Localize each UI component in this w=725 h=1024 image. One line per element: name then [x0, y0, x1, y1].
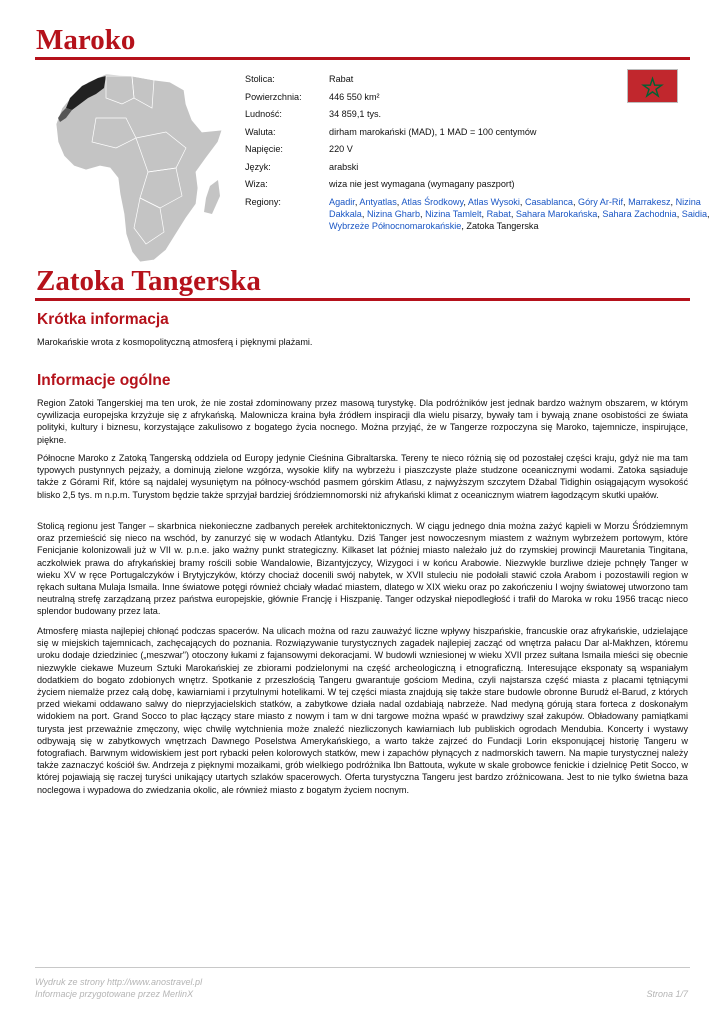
region-link[interactable]: Casablanca [524, 196, 573, 207]
region-link[interactable]: Wybrzeże Północnomarokańskie [329, 220, 462, 231]
region-title: Zatoka Tangerska [36, 265, 261, 297]
footer-divider [35, 967, 690, 968]
footer-credit: Informacje przygotowane przez MerlinX [35, 989, 194, 999]
region-link[interactable]: Góry Ar-Rif [578, 196, 623, 207]
paragraph-2: Północne Maroko z Zatoką Tangerską oddziela od Europy jedynie Cieśnina Gibraltarska. Tereny te nieco różnią się od pozostałej części kraju, gdyż nie ma tam typowych pustynnych pejzaży, a dominują zielone wzgórza, wysokie klify na wybrzeżu i piaszczyste plaże studzone oceanicznymi wodami. Zatoka sąsiaduje także z Górami Rif, które są najdalej wysuniętym na północy-wschód pasmem górskim Atlasu, z najwyższym szczytem Džabal Tidighin osiągającym wysokość blisko 2,5 tys. m n.p.m. Turystom będzie także sprzyjał bardziej śródziemnomorski niż afrykański klimat z oceanicznym wiatrem łagodzącym skutki upałów. [37, 453, 688, 500]
region-link[interactable]: Sahara Marokańska [515, 208, 598, 219]
info-row-capital: Stolica: Rabat [245, 74, 354, 84]
title-divider [35, 57, 690, 60]
region-link[interactable]: Antyatlas [359, 196, 397, 207]
region-link[interactable]: Atlas Wysoki [467, 196, 520, 207]
regions-list: Agadir, Antyatlas, Atlas Środkowy, Atlas Wysoki, Casablanca, Góry Ar-Rif, Marrakesz, Nizina Dakkala, Nizina Gharb, Nizina Tamlelt, Rabat, Sahara Marokańska, Sahara Zachodnia, Saidia, Wybrzeże Północnomarokańskie, Zatoka Tangerska [329, 196, 710, 231]
region-link[interactable]: Saidia [681, 208, 708, 219]
info-row-language: Język: arabski [245, 161, 359, 172]
region-link[interactable]: Agadir [329, 196, 355, 207]
region-link[interactable]: Atlas Środkowy [401, 196, 464, 207]
paragraph-1: Region Zatoki Tangerskiej ma ten urok, że nie został zdominowany przez masową turystykę. Dla podróżników jest jednak bardzo ważnym obszarem, w którym cywilizacja europejska krzyżuje się z afrykańską. Malownicza kraina była źródłem inspiracji dla wielu pisarzy, bywały tam i bywają znane osobistości ze świata polityki, kultury i biznesu, korzystające zakulisowo z bogatego życia nocnego. Można przyjąć, że w Tangerze rozpoczyna się Maroko, tajemnicze, inspirujące, piękne. [37, 398, 688, 445]
region-current: Zatoka Tangerska [466, 220, 539, 231]
info-row-voltage: Napięcie: 220 V [245, 144, 353, 154]
paragraph-3: Stolicą regionu jest Tanger – skarbnica niekonieczne zadbanych perełek architektonicznych. W ciągu jednego dnia można zażyć kąpieli w Morzu Śródziemnym oraz przemieścić się nieco na wschód, by zanurzyć się w wodach Atlantyku. Dziś Tanger jest nowoczesnym miastem z ważnym wybrzeżem portowym, które Fenicjanie kolonizowali już w VII w. p.n.e. jako ważny punkt strategiczny. Kilkaset lat później miasto należało już do rzymskiej prowincji Mauretania Tingitana, aczkolwiek prawa do afrykańskiej bramy rościli sobie Wandalowie, Bizantyjczycy, Wizygoci i w końcu Arabowie. Niezwykle burzliwe dzieje pchnęły Tanger w wieku XV w ręce Portugalczyków i Brytyjczyków, którzy chociaż docenili swój nabytek, w XVII stuleciu nie podołali stawić czoła Arabom i pozostawili region w rękach sułtana Mulaja Ismaila. Inne światowe potęgi również chciały władać miastem, dlatego w XIX wieku oraz po zakończeniu I wojny światowej utworzono tam neutralną strefę zarządzaną przez państwa europejskie, głównie Francję i Hiszpanię. Tanger odzyskał niepodległość i trafił do Maroka w roku 1956 tracąc nieco splendor budowany przez lata. [37, 521, 688, 617]
footer-page-number: Strona 1/7 [646, 989, 688, 999]
info-row-visa: Wiza: wiza nie jest wymagana (wymagany paszport) [245, 179, 515, 189]
country-title: Maroko [36, 24, 136, 56]
paragraph-4: Atmosferę miasta najlepiej chłonąć podczas spacerów. Na ulicach można od razu zauważyć liczne wpływy hiszpańskie, francuskie oraz afrykańskie, udzielające się w miejskich tajemnicach, zachęcających do poznania. Rozwiązywanie turystycznych zagadek najlepiej zacząć od wnętrza pałacu Dar al-Makhzen, któremu uroku dodaje dziedziniec („meszwar") otoczony łukami z fajansowymi dekoracjami. W budowli wzniesionej w wieku XVII przez sułtana Ismaila mieści się obecnie niezwykle ciekawe Muzeum Sztuki Marokańskiej ze zbiorami podzielonymi na część archeologiczną i etnograficzną. Interesujące eksponaty są wspaniałym dodatkiem do bogato zdobionych wnętrz. Spotkanie z przeszłością Tangeru gwarantuje gościom Medina, czyli najstarsza część miasta z placami tętniącymi życiem niemalże przez całą dobę, kawiarniami i przytulnymi hotelikami. W tej części miasta znajdują się także stare budowle obronne Burudż el-Barud, z których przed wiekami oddawano salwy do nieprzyjacielskich statków, a zabytkowe działa nadal ozdabiają nabrzeże. Nad medyną górują stara forteca z doskonałym widokiem na port. Grand Socco to plac łączący stare miasto z nowym i tam w dni targowe można wpaść w prawdziwy szał zakupów. Obładowany pamiątkami turysta jest przeważnie zmęczony, więc chwilę wytchnienia może znaleźć niezliczonych kawiarniach lub publiskich ogrodach Mendubia. Koncerty i wystawy odbywają się w zabytkowych wnętrzach Dawnego Poselstwa Amerykańskiego, a warto także zajrzeć do Fundacji Lorin eksponującej historię Tangeru w fotografiach. Barwnym widowiskiem jest port rybacki pełen kolorowych statków, mew i zapachów płynących z nadmorskich tawern. Na mapie turystycznej należy także zaznaczyć kościół św. Andrzeja z pięknymi mozaikami, grób wielkiego podróżnika Ibn Battouta, wykute w skale grobowce fenickie i dzielnicę Petit Socco, w której pojawiają się raczej turyści unikający utartych szlaków spacerowych. Oferta turystyczna Tangeru jest bardzo zróżnicowana. Jest to nie tylko świetna baza noclegowa i wypadowa do zwiedzania okolic, ale również miasto z bogatym życiem nocnym. [37, 626, 688, 795]
info-row-population: Ludność: 34 859,1 tys. [245, 109, 382, 119]
region-title-divider [35, 298, 690, 301]
short-info-text: Marokańskie wrota z kosmopolityczną atmosferą i pięknymi plażami. [37, 337, 313, 347]
region-link[interactable]: Nizina Dakkala [329, 196, 701, 219]
region-link[interactable]: Marrakesz [628, 196, 671, 207]
info-row-area: Powierzchnia: 446 550 km² [245, 91, 380, 102]
short-info-heading: Krótka informacja [37, 311, 169, 328]
country-info-table [245, 73, 725, 232]
region-link[interactable]: Nizina Tamlelt [425, 208, 482, 219]
region-link[interactable]: Sahara Zachodnia [602, 208, 677, 219]
region-link[interactable]: Nizina Gharb [366, 208, 421, 219]
region-link[interactable]: Rabat [486, 208, 511, 219]
info-row-regions: Regiony: Agadir, Antyatlas, Atlas Środkowy, Atlas Wysoki, Casablanca, Góry Ar-Rif, Marrakesz, Nizina Dakkala, Nizina Gharb, Nizina Tamlelt, Rabat, Sahara Marokańska, Sahara Zachodnia, Saidia, Wybrzeże Północnomarokańskie, Zatoka Tangerska [245, 196, 725, 232]
africa-map-icon [36, 68, 236, 268]
footer-source: Wydruk ze strony http://www.anostravel.pl [35, 977, 203, 987]
info-row-currency: Waluta: dirham marokański (MAD), 1 MAD = 100 centymów [245, 126, 537, 137]
general-info-heading: Informacje ogólne [37, 372, 171, 389]
